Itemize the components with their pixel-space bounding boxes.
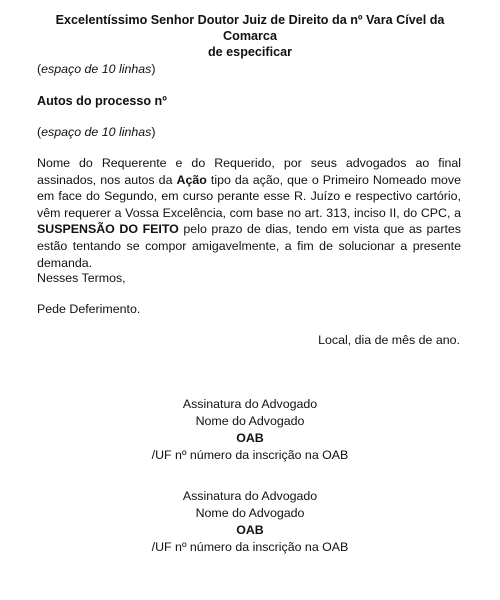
- lawyer-name-label: Nome do Advogado: [195, 414, 305, 428]
- oab-rest: /UF nº número da inscrição na OAB: [151, 448, 349, 462]
- spacing-note-close: ): [151, 62, 156, 76]
- spacing-note-open: (: [37, 125, 42, 139]
- signature-label: Assinatura do Advogado: [182, 397, 318, 411]
- spacing-note-close: ): [151, 125, 156, 139]
- oab-bold: OAB: [236, 523, 264, 537]
- signature-block-1: [100, 396, 400, 464]
- body-text-1: Nome do Requerente e do Requerido, por seus advogados ao final assinados, nos autos da: [37, 156, 461, 187]
- spacing-note-2: [37, 124, 156, 141]
- petition-body: [37, 155, 461, 271]
- document-title: [30, 12, 470, 60]
- spacing-note-open: (: [37, 62, 42, 76]
- oab-line: [100, 522, 400, 556]
- title-line-2: de especificar: [207, 45, 292, 59]
- process-heading: Autos do processo nº: [37, 94, 167, 108]
- body-suspensao-bold: SUSPENSÃO DO FEITO: [37, 222, 179, 237]
- signature-block-2: [100, 488, 400, 556]
- lawyer-name-label: Nome do Advogado: [195, 506, 305, 520]
- signature-label: Assinatura do Advogado: [182, 489, 318, 503]
- title-line-1: Excelentíssimo Senhor Doutor Juiz de Direito da nº Vara Cível da Comarca: [55, 13, 445, 43]
- spacing-note-text: espaço de 10 linhas: [41, 125, 152, 139]
- spacing-note-text: espaço de 10 linhas: [41, 62, 152, 76]
- body-acao-bold: Ação: [176, 172, 207, 187]
- body-text-2: tipo da ação, que o Primeiro Nomeado move em face do Segundo, em curso perante esse R. Juízo e respectivo cartório, vêm requerer a Vossa Excelência, com base no art. 313, inciso II, do CPC, a: [37, 172, 462, 220]
- closing-pede-deferimento: Pede Deferimento.: [37, 302, 141, 316]
- oab-line: [100, 430, 400, 464]
- body-text-3: pelo prazo de dias, tendo em vista que as partes estão tentando se compor amigavelmente, a fim de solucionar a presente demanda.: [37, 222, 461, 270]
- spacing-note-1: [37, 61, 156, 78]
- oab-rest: /UF nº número da inscrição na OAB: [151, 540, 349, 554]
- closing-nesses-termos: Nesses Termos,: [37, 271, 126, 285]
- oab-bold: OAB: [236, 431, 264, 445]
- place-date: Local, dia de mês de ano.: [318, 333, 460, 347]
